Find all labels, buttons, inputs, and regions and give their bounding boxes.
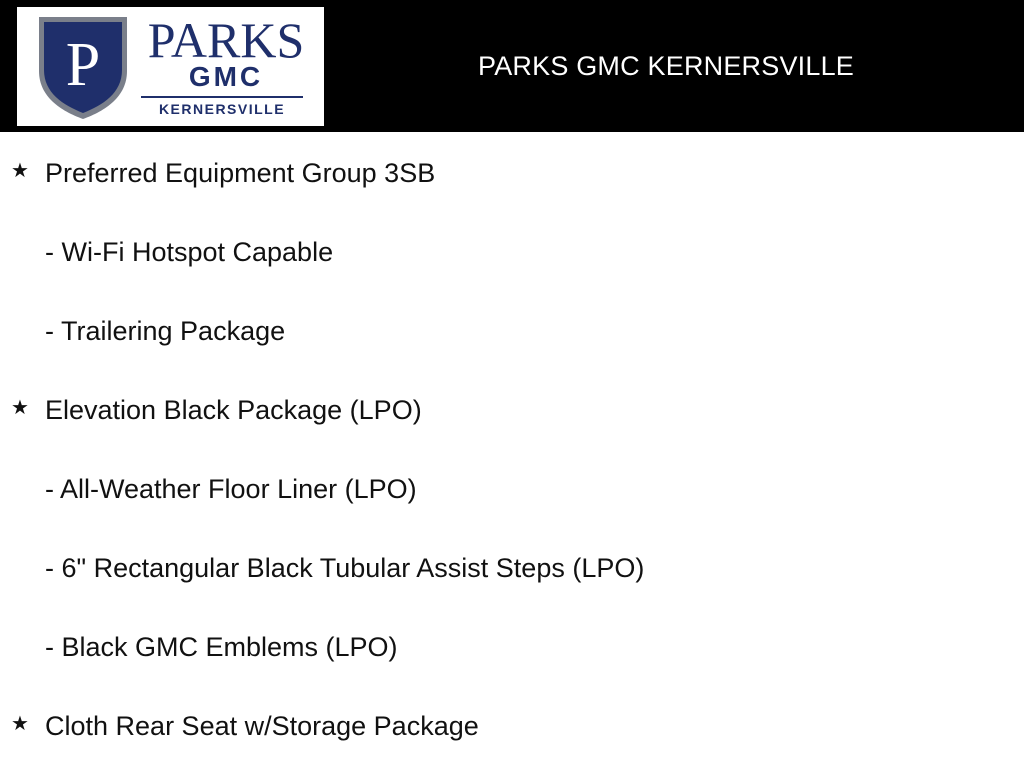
feature-text: - 6" Rectangular Black Tubular Assist Steps (LPO): [45, 553, 645, 583]
feature-text: - Trailering Package: [45, 316, 286, 346]
feature-text: - Black GMC Emblems (LPO): [45, 632, 398, 662]
logo-brand-parks: PARKS: [147, 12, 305, 68]
feature-text: Cloth Rear Seat w/Storage Package: [45, 711, 479, 741]
feature-subitem: [0, 630, 1000, 670]
logo-divider: [141, 96, 303, 98]
logo-brand-kernersville: KERNERSVILLE: [158, 101, 286, 117]
shield-letter: P: [65, 31, 101, 99]
star-icon: ★: [11, 158, 29, 182]
feature-item: [0, 156, 1000, 196]
feature-list: [0, 132, 1024, 768]
logo-wordmark: [141, 9, 311, 119]
feature-text: - All-Weather Floor Liner (LPO): [45, 474, 417, 504]
feature-text: Elevation Black Package (LPO): [45, 395, 422, 425]
feature-item: [0, 393, 1000, 433]
dealer-name-title: PARKS GMC KERNERSVILLE: [478, 51, 855, 81]
feature-subitem: [0, 551, 1000, 591]
feature-text: - Wi-Fi Hotspot Capable: [45, 237, 334, 267]
feature-subitem: [0, 472, 1000, 512]
star-icon: ★: [11, 711, 29, 735]
logo-brand-gmc: GMC: [188, 61, 264, 92]
feature-text: Preferred Equipment Group 3SB: [45, 158, 436, 188]
feature-subitem: [0, 235, 1000, 275]
star-icon: ★: [11, 395, 29, 419]
feature-item: [0, 709, 1000, 749]
dealer-logo: [17, 7, 324, 126]
feature-subitem: [0, 314, 1000, 354]
header-bar: [0, 0, 1024, 132]
shield-logo-icon: [35, 13, 131, 121]
